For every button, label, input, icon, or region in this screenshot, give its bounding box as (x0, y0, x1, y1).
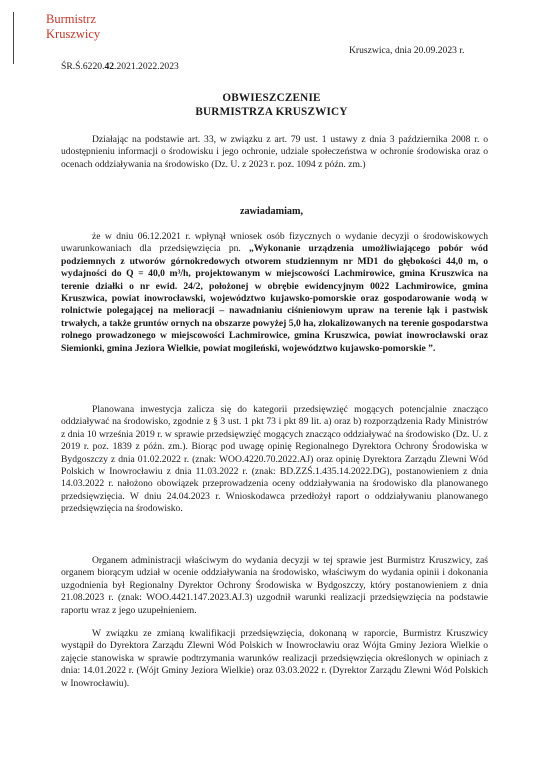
issuer-logo (46, 12, 100, 41)
margin-line (13, 12, 14, 64)
case-signature (61, 61, 179, 72)
authority-paragraph: Organem administracji właściwym do wydania decyzji w tej sprawie jest Burmistrz Kruszwicy, zaś organem biorącym udział w ocenie oddziaływania na środowisko, właściwym do wydania opinii i dokonania uzgodnienia był Regionalny Dyrektor Ochrony Środowiska w Bydgoszczy, który postanowieniem z dnia 21.08.2023 r. (znak: WOO.4421.147.2023.AJ.3) uzgodnił warunki realizacji przedsięwzięcia na podstawie raportu wraz z jego uzupełnieniem. (61, 555, 488, 616)
qualification-paragraph: Planowana inwestycja zalicza się do kategorii przedsięwzięć mogących potencjalnie znacząco oddziaływać na środowisko, zgodnie z § 3 ust. 1 pkt 73 i pkt 89 lit. a) oraz b) rozporządzenia Rady Ministrów z dnia 10 września 2019 r. w sprawie przedsięwzięć mogących znacząco oddziaływać na środowisko (Dz. U. z 2019 r. poz. 1839 z późn. zm.). Biorąc pod uwagę opinię Regionalnego Dyrektora Ochrony Środowiska w Bydgoszczy z dnia 01.02.2022 r. (znak: WOO.4220.70.2022.AJ) oraz opinię Dyrektora Zarządu Zlewni Wód Polskich w Inowrocławiu z dnia 11.03.2022 r. (znak: BD.ZZŚ.1.435.14.2022.DG), postanowieniem z dnia 14.03.2022 r. nałożono obowiązek przeprowadzenia oceny oddziaływania na środowisko dla planowanego przedsięwzięcia. W dniu 24.04.2023 r. Wnioskodawca przedłożył raport o oddziaływaniu planowanego przedsięwzięcia na środowisko. (61, 404, 488, 515)
application-paragraph (61, 231, 488, 355)
document-title: OBWIESZCZENIE (222, 92, 321, 104)
place-date: Kruszwica, dnia 20.09.2023 r. (349, 45, 465, 56)
signature-number: 42 (104, 61, 115, 72)
signature-suffix: .2021.2022.2023 (114, 61, 179, 72)
change-paragraph: W związku ze zmianą kwalifikacji przedsięwzięcia, dokonaną w raporcie, Burmistrz Kruszwicy wystąpił do Dyrektora Zarządu Zlewni Wód Polskich w Inowrocławiu oraz Wójta Gminy Jeziora Wielkie o zajęcie stanowiska w sprawie podtrzymania warunków realizacji przedsięwzięcia określonych w opiniach z dnia: 14.01.2022 r. (Wójt Gminy Jeziora Wielkie) oraz 03.03.2022 r. (Dyrektor Zarządu Zlewni Wód Polskich w Inowrocławiu). (61, 628, 488, 689)
signature-prefix: ŚR.Ś.6220. (61, 61, 105, 72)
announcement-word: zawiadamiam, (239, 206, 304, 217)
project-name: „Wykonanie urządzenia umożliwiającego pobór wód podziemnych z utworów górnokredowych otworem studziennym nr MD1 do głębokości 44,0 m, o wydajności do Q = 40,0 m³/h, projektowanym w miejscowości Lachmirowice, gmina Kruszwica na terenie działki o nr ewid. 24/2, położonej w obrębie ewidencyjnym 0022 Lachmirowice, gmina Kruszwica, powiat inowrocławski, województwo kujawsko-pomorskie oraz gospodarowanie wodą w rolnictwie polegającej na melioracji – nawadnianiu ciśnieniowym upraw na terenie łąk i pastwisk trwałych, a także gruntów ornych na obszarze powyżej 5,0 ha, zlokalizowanych na terenie gospodarstwa rolnego prowadzonego w miejscowości Lachmirowice, gmina Kruszwica, powiat inowrocławski oraz Siemionki, gmina Jeziora Wielkie, powiat mogileński, województwo kujawsko-pomorskie ”. (61, 243, 488, 354)
legal-basis-paragraph: Działając na podstawie art. 33, w związku z art. 79 ust. 1 ustawy z dnia 3 października 2008 r. o udostępnieniu informacji o środowisku i jego ochronie, udziale społeczeństwa w ochronie środowiska oraz o ocenach oddziaływania na środowisko (Dz. U. z 2023 r. poz. 1094 z późn. zm.) (61, 134, 488, 170)
application-intro: że w dniu 06.12.2021 r. wpłynął wniosek osób fizycznych o wydanie decyzji o środowiskowych uwarunkowaniach dla przedsięwzięcia pn. (61, 231, 488, 255)
logo-line-2: Kruszwicy (46, 26, 101, 41)
logo-line-1: Burmistrz (46, 12, 96, 26)
document-subtitle: BURMISTRZA KRUSZWICY (195, 106, 348, 118)
